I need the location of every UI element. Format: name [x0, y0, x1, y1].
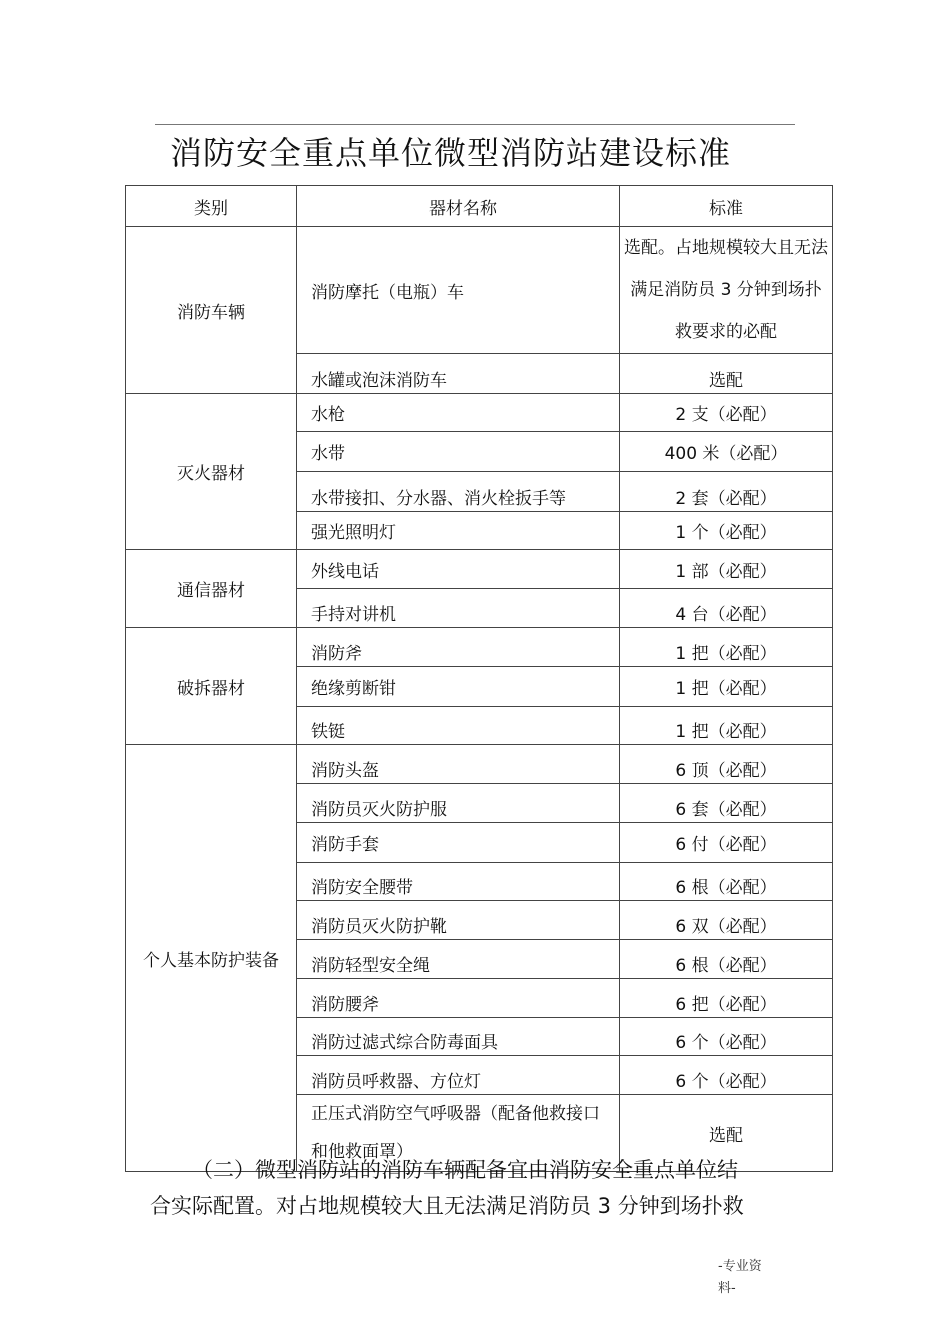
category-cell: 破拆器材 — [126, 628, 297, 745]
equipment-standard: 400 米（必配） — [620, 432, 833, 472]
table-row — [126, 394, 833, 432]
equipment-standard: 2 支（必配） — [620, 394, 833, 432]
equipment-standard: 选配 — [620, 1095, 833, 1172]
equipment-standard: 6 把（必配） — [620, 979, 833, 1018]
equipment-name: 消防摩托（电瓶）车 — [297, 227, 620, 354]
equipment-name: 消防手套 — [297, 823, 620, 863]
header-standard: 标准 — [620, 186, 833, 227]
equipment-standard: 6 顶（必配） — [620, 745, 833, 784]
equipment-standard: 6 根（必配） — [620, 940, 833, 979]
equipment-standard: 2 套（必配） — [620, 472, 833, 512]
equipment-name: 强光照明灯 — [297, 512, 620, 550]
equipment-standard: 1 把（必配） — [620, 667, 833, 707]
equipment-table — [125, 185, 833, 1172]
table-row — [126, 628, 833, 667]
category-cell: 通信器材 — [126, 550, 297, 628]
equipment-standard: 1 个（必配） — [620, 512, 833, 550]
equipment-standard: 1 部（必配） — [620, 550, 833, 589]
equipment-standard: 6 根（必配） — [620, 863, 833, 901]
equipment-name: 手持对讲机 — [297, 589, 620, 628]
equipment-name: 消防斧 — [297, 628, 620, 667]
page-footer — [718, 1256, 778, 1300]
equipment-name: 铁铤 — [297, 707, 620, 745]
table-header-row — [126, 186, 833, 227]
body-line: 合实际配置。对占地规模较大且无法满足消防员 3 分钟到场扑救 — [150, 1194, 744, 1218]
header-equipment-name: 器材名称 — [297, 186, 620, 227]
equipment-name: 消防腰斧 — [297, 979, 620, 1018]
footer-line: 料- — [718, 1281, 736, 1296]
equipment-name: 消防头盔 — [297, 745, 620, 784]
equipment-standard: 6 双（必配） — [620, 901, 833, 940]
equipment-name: 消防过滤式综合防毒面具 — [297, 1018, 620, 1056]
category-cell: 灭火器材 — [126, 394, 297, 550]
equipment-name: 消防轻型安全绳 — [297, 940, 620, 979]
equipment-name: 正压式消防空气呼吸器（配备他救接口和他救面罩） — [297, 1095, 620, 1172]
equipment-name: 消防员灭火防护服 — [297, 784, 620, 823]
equipment-name: 外线电话 — [297, 550, 620, 589]
equipment-standard: 6 套（必配） — [620, 784, 833, 823]
header-category: 类别 — [126, 186, 297, 227]
footer-line: -专业资 — [718, 1259, 762, 1274]
equipment-name: 绝缘剪断钳 — [297, 667, 620, 707]
equipment-standard: 6 付（必配） — [620, 823, 833, 863]
table-row — [126, 745, 833, 784]
body-paragraph — [150, 1152, 850, 1224]
table-row — [126, 550, 833, 589]
equipment-standard: 选配 — [620, 354, 833, 394]
body-line: （二）微型消防站的消防车辆配备宜由消防安全重点单位结 — [192, 1158, 738, 1182]
page-title: 消防安全重点单位微型消防站建设标准 — [170, 134, 732, 172]
equipment-standard: 1 把（必配） — [620, 628, 833, 667]
category-cell: 消防车辆 — [126, 227, 297, 394]
equipment-name: 水带 — [297, 432, 620, 472]
equipment-standard: 1 把（必配） — [620, 707, 833, 745]
equipment-standard: 6 个（必配） — [620, 1056, 833, 1095]
equipment-name: 消防安全腰带 — [297, 863, 620, 901]
equipment-standard: 4 台（必配） — [620, 589, 833, 628]
table-row — [126, 227, 833, 354]
equipment-name: 水罐或泡沫消防车 — [297, 354, 620, 394]
equipment-name: 水带接扣、分水器、消火栓扳手等 — [297, 472, 620, 512]
top-rule — [155, 124, 795, 125]
equipment-name: 消防员灭火防护靴 — [297, 901, 620, 940]
equipment-name: 水枪 — [297, 394, 620, 432]
equipment-name: 消防员呼救器、方位灯 — [297, 1056, 620, 1095]
equipment-standard: 选配。占地规模较大且无法满足消防员 3 分钟到场扑救要求的必配 — [620, 227, 833, 354]
equipment-standard: 6 个（必配） — [620, 1018, 833, 1056]
category-cell: 个人基本防护装备 — [126, 745, 297, 1172]
